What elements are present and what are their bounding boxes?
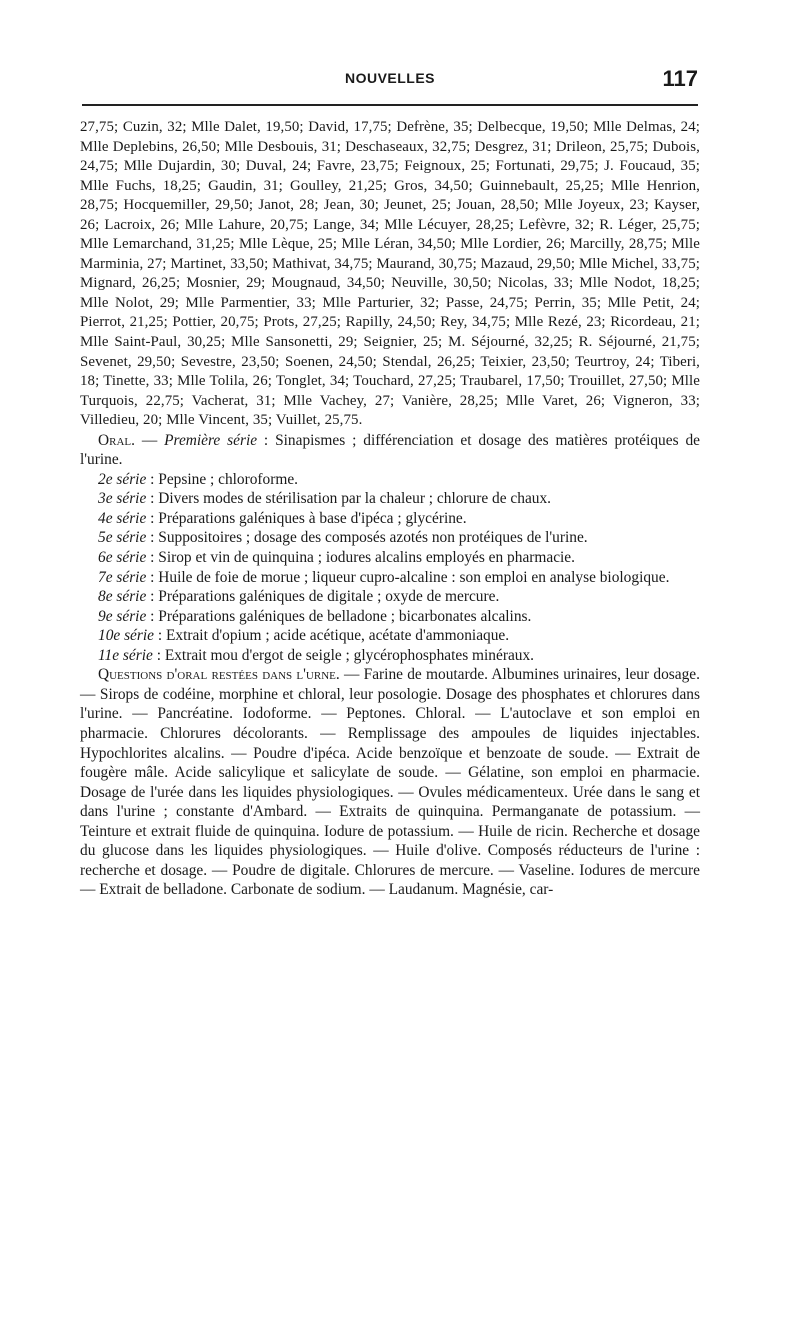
series-number: 4e série [98,509,147,527]
series-number: Première série [164,431,258,449]
series-text: : Préparations galéniques à base d'ipéca ; glycérine. [146,509,467,527]
questions-text: — Farine de moutarde. Albumines urinaires, leur dosage. — Sirops de codéine, morphine et chloral, leur posologie. Dosage des phosphates et chlorures dans l'urine. — Pancréatine. Iodoforme. — Peptones. Chloral. — L'autoclave et son emploi en pharmacie. Chlorures décolorants. — Remplissage des ampoules de liquides injectables. Hypochlorites alcalins. — Poudre d'ipéca. Acide benzoïque et benzoate de soude. — Extrait de fougère mâle. Acide salicylique et salicylate de soude. — Gélatine, son emploi en pharmacie. Dosage de l'urée dans les liquides physiologiques. — Ovules médicamenteux. Urée dans le sang et dans l'urine ; constante d'Ambard. — Extraits de quinquina. Permanganate de potassium. — Teinture et extrait fluide de quinquina. Iodure de potassium. — Huile de ricin. Recherche et dosage du glucose dans les liquides physiologiques. — Huile d'olive. Composés réducteurs de l'urine : recherche et dosage. — Poudre de digitale. Chlorures de mercure. — Vaseline. Iodures de mercure — Extrait de belladone. Carbonate de sodium. — Laudanum. Magnésie, car- [80,666,700,899]
series-text: : Extrait mou d'ergot de seigle ; glycérophosphates minéraux. [152,646,535,664]
series-text: : Sirop et vin de quinquina ; iodures alcalins employés en pharmacie. [146,549,575,567]
body-text [80,118,700,900]
series-number: 6e série [98,549,147,567]
oral-series-2 [80,470,700,490]
oral-series-5 [80,528,700,548]
oral-label: Oral. [98,431,135,449]
series-text: : Sinapismes ; différenciation et dosage des matières protéiques de l'urine. [80,431,700,469]
oral-series-11 [80,646,700,666]
series-number: 10e série [98,627,154,645]
page-header [82,66,698,96]
questions-label: Questions d'oral restées dans l'urne. [98,666,340,684]
oral-series-3 [80,489,700,509]
series-text: : Préparations galéniques de digitale ; oxyde de mercure. [146,588,500,606]
page-number: 117 [662,66,698,91]
series-text: : Suppositoires ; dosage des composés azotés non protéiques de l'urine. [146,529,588,547]
series-number: 9e série [98,607,147,625]
oral-series-8 [80,587,700,607]
series-number: 11e série [98,646,153,664]
series-number: 7e série [98,568,147,586]
oral-series-6 [80,548,700,568]
series-text: : Divers modes de stérilisation par la chaleur ; chlorure de chaux. [146,490,552,508]
oral-series-1: Oral. — Première série : Sinapismes ; différenciation et dosage des matières protéiques de l'urine. [80,431,700,469]
candidate-grades-list: 27,75; Cuzin, 32; Mlle Dalet, 19,50; David, 17,75; Defrène, 35; Delbecque, 19,50; Mlle Delmas, 24; Mlle Deplebins, 26,50; Mlle Desbouis, 31; Deschaseaux, 32,75; Desgrez, 31; Drileon, 25,75; Dubois, 24,75; Mlle Dujardin, 30; Duval, 24; Favre, 23,75; Feignoux, 25; Fortunati, 29,75; J. Foucaud, 35; Mlle Fuchs, 18,25; Gaudin, 31; Goulley, 21,25; Gros, 34,50; Guinnebault, 25,25; Mlle Henrion, 28,75; Hocquemiller, 29,50; Janot, 28; Jean, 30; Jeunet, 25; Jouan, 28,50; Mlle Joyeux, 23; Kayser, 26; Lacroix, 26; Mlle Lahure, 20,75; Lange, 34; Mlle Lécuyer, 28,25; Lefèvre, 32; R. Léger, 25,75; Mlle Lemarchand, 31,25; Mlle Lèque, 25; Mlle Léran, 34,50; Mlle Lordier, 26; Marcilly, 28,75; Mlle Marminia, 27; Martinet, 33,50; Mathivat, 34,75; Maurand, 30,75; Mazaud, 29,50; Mlle Michel, 33,75; Mignard, 26,25; Mosnier, 29; Mougnaud, 34,50; Neuville, 30,50; Nicolas, 33; Mlle Nodot, 18,25; Mlle Nolot, 29; Mlle Parmentier, 33; Mlle Parturier, 32; Passe, 24,75; Perrin, 35; Mlle Petit, 24; Pierrot, 21,25; Pottier, 20,75; Prots, 27,25; Rapilly, 24,50; Rey, 34,75; Mlle Rezé, 23; Ricordeau, 21; Mlle Saint-Paul, 30,25; Mlle Sansonetti, 29; Seignier, 25; M. Séjourné, 32,25; R. Séjourné, 21,75; Sevenet, 29,50; Sevestre, 23,50; Soenen, 24,50; Stendal, 26,25; Teixier, 23,50; Teurtroy, 24; Tiberi, 18; Tinette, 33; Mlle Tolila, 26; Tonglet, 34; Touchard, 27,25; Traubarel, 17,50; Trouillet, 27,50; Mlle Turquois, 22,75; Vacherat, 31; Mlle Vachey, 27; Vanière, 28,25; Mlle Varet, 26; Vigneron, 33; Villedieu, 20; Mlle Vincent, 35; Vuillet, 25,75. [80,119,700,429]
oral-series-7 [80,568,700,588]
series-number: 3e série [98,490,147,508]
remaining-oral-questions [80,665,700,900]
series-text: : Pepsine ; chloroforme. [146,470,299,488]
running-title: NOUVELLES [344,70,436,86]
series-number: 5e série [98,529,147,547]
series-number: 8e série [98,588,147,606]
series-text: : Extrait d'opium ; acide acétique, acétate d'ammoniaque. [154,627,510,645]
oral-series-10 [80,626,700,646]
series-number: 2e série [98,470,147,488]
oral-series-9 [80,607,700,627]
header-rule [82,104,698,106]
series-text: : Huile de foie de morue ; liqueur cupro-alcaline : son emploi en analyse biologique. [146,568,670,586]
oral-series-4 [80,509,700,529]
series-text: : Préparations galéniques de belladone ; bicarbonates alcalins. [146,607,532,625]
